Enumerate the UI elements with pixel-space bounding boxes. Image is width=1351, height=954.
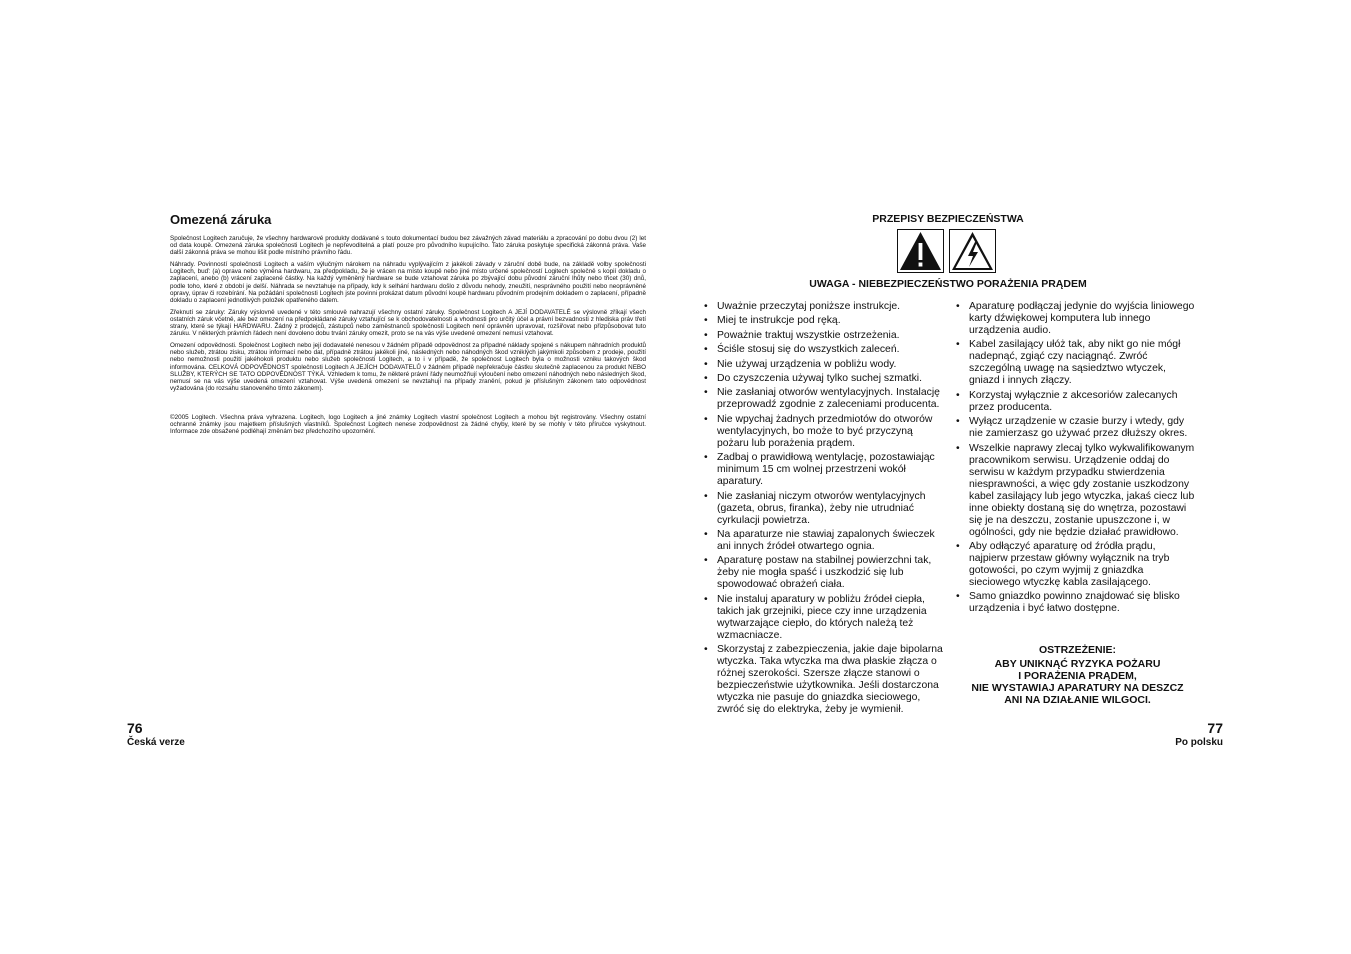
- safety-heading: PRZEPISY BEZPIECZEŃSTWA: [872, 213, 1024, 225]
- warning-line: ABY UNIKNĄĆ RYZYKA POŻARU: [994, 658, 1161, 670]
- remedies-paragraph: Náhrady. Povinností společnosti Logitech a vaším výlučným nárokem na náhradu vyplývajícím z jakékoli závady v záruční době bude, na základě volby společnosti Logitech, buď: (a) oprava nebo výměna hardwaru, za předpokladu, že je vrácen na místo koupě nebo jiné místo určené společností Logitech společně s kopií dokladu o zaplacení, anebo (b) vrácení zaplacené částky. Na každý vyměněný hardware se bude vztahovat záruka po zbývající dobu původní záruční lhůty nebo třicet (30) dnů, podle toho, které z období je delší. Náhrada se nevztahuje na případy, kdy k selhání hardwaru došlo z důvodu nehody, zneužití, nesprávného použití nebo neoprávněné opravy, úprav či rozebírání. Na požádání společnosti Logitech jste povinni prokázat datum původní koupě hardwaru původním prodejním dokladem o zaplacení, případně dokladu o zaplacení jednotlivých položek opatřeného datem.: [170, 261, 646, 304]
- page-number: 77: [1207, 720, 1223, 736]
- list-item: • Wszelkie naprawy zlecaj tylko wykwalifikowanym pracownikom serwisu. Urządzenie oddaj do serwisu w każdym przypadku stwierdzenia niesprawności, a więc gdy zostanie uszkodzony kabel zasilający lub jego wtyczka, jakaś ciecz lub inne obiekty dostaną się do wnętrza, pozostawi się je na deszczu, zostanie upuszczone i, w ogólności, gdy nie będzie działać prawidłowo.: [955, 443, 1197, 539]
- warning-line: I PORAŻENIA PRĄDEM,: [1018, 670, 1137, 682]
- safety-list-column-a: [703, 301, 945, 718]
- list-item: • Samo gniazdko powinno znajdować się blisko urządzenia i być łatwo dostępne.: [955, 591, 1197, 615]
- list-item: • Miej te instrukcje pod ręką.: [703, 315, 945, 327]
- list-item: • Do czyszczenia używaj tylko suchej szmatki.: [703, 373, 945, 385]
- list-item: • Korzystaj wyłącznie z akcesoriów zalecanych przez producenta.: [955, 390, 1197, 414]
- page-number: 76: [127, 720, 143, 736]
- list-item: • Na aparaturze nie stawiaj zapalonych świeczek ani innych źródeł otwartego ognia.: [703, 529, 945, 553]
- warning-heading: UWAGA - NIEBEZPIECZEŃSTWO PORAŻENIA PRĄDEM: [809, 278, 1087, 290]
- list-item: • Uważnie przeczytaj poniższe instrukcje.: [703, 301, 945, 313]
- warning-line: ANI NA DZIAŁANIE WILGOCI.: [1004, 694, 1151, 706]
- electric-shock-warning-icon: [949, 229, 996, 273]
- list-item: • Zadbaj o prawidłową wentylację, pozostawiając minimum 15 cm wolnej przestrzeni wokół aparatury.: [703, 452, 945, 488]
- list-item: • Nie używaj urządzenia w pobliżu wody.: [703, 359, 945, 371]
- language-label: Česká verze: [127, 737, 185, 748]
- list-item: • Aparaturę podłączaj jedynie do wyjścia liniowego karty dźwiękowej komputera lub innego urządzenia audio.: [955, 301, 1197, 337]
- warning-title: OSTRZEŻENIE:: [1038, 644, 1116, 656]
- fire-shock-warning: [955, 644, 1200, 706]
- left-folio: [127, 720, 185, 749]
- language-label: Po polsku: [1175, 737, 1223, 748]
- list-item: • Poważnie traktuj wszystkie ostrzeżenia.: [703, 330, 945, 342]
- right-folio: [1175, 720, 1223, 749]
- left-page: [170, 212, 646, 440]
- exclamation-warning-icon: [897, 229, 944, 273]
- list-item: • Skorzystaj z zabezpieczenia, jakie daje bipolarna wtyczka. Taka wtyczka ma dwa płaskie złącza o różnej szerokości. Szersze złącze stanowi o bezpieczeństwie użytkownika. Jeśli dostarczona wtyczka nie pasuje do gniazdka sieciowego, zwróć się do elektryka, żeby je wymienił.: [703, 644, 945, 716]
- liability-paragraph: Omezení odpovědnosti. Společnost Logitech nebo její dodavatelé nenesou v žádném případě odpovědnost za případné náklady spojené s nákupem náhradních produktů nebo služeb, ztrátou zisku, ztrátou informací nebo dat, případně ztrátou jakékoli jiné, následných nebo náhodných škod vzniklých jakýmkoli způsobem z prodeje, použití nebo nemožnosti použití jakéhokoli produktu nebo služeb společnosti Logitech, a to i v případě, že společnost Logitech byla o možnosti vzniku takových škod informována. CELKOVÁ ODPOVĚDNOST společnosti Logitech A JEJÍCH DODAVATELŮ v žádném případě nepřekračuje částku skutečně zaplacenou za produkt NEBO SLUŽBY, KTERÝCH SE TATO ODPOVĚDNOST TÝKÁ. Vzhledem k tomu, že některé právní řády neumožňují vyloučení nebo omezení náhodných nebo následných škod, nemusí se na vás výše uvedená omezení vztahovat. Výše uvedená omezení se nevztahují na případy zranění, pokud je příslušným zákonem tato odpovědnost vyžadována (do rozsahu stanoveného tímto zákonem).: [170, 342, 646, 392]
- list-item: • Kabel zasilający ułóż tak, aby nikt go nie mógł nadepnąć, zgiąć czy naciągnąć. Zwróć szczególną uwagę na sąsiedztwo wtyczek, gniazd i innych złączy.: [955, 339, 1197, 387]
- list-item: • Aby odłączyć aparaturę od źródła prądu, najpierw przestaw główny wyłącznik na tryb gotowości, po czym wyjmij z gniazdka sieciowego wtyczkę kabla zasilającego.: [955, 541, 1197, 589]
- list-item: • Nie wpychaj żadnych przedmiotów do otworów wentylacyjnych, bo może to być przyczyną pożaru lub porażenia prądem.: [703, 414, 945, 450]
- list-item: • Nie zasłaniaj otworów wentylacyjnych. Instalację przeprowadź zgodnie z zaleceniami producenta.: [703, 387, 945, 411]
- list-item: • Nie zasłaniaj niczym otworów wentylacyjnych (gazeta, obrus, firanka), żeby nie utrudniać cyrkulacji powietrza.: [703, 491, 945, 527]
- disclaimer-paragraph: Zřeknutí se záruky: Záruky výslovně uvedené v této smlouvě nahrazují všechny ostatní záruky. Společnost Logitech A JEJÍ DODAVATELÉ se výslovně zříkají všech ostatních záruk včetně, ale bez omezení na předpokládané záruky vztahující se k obchodovatelnosti a vhodnosti pro určitý účel a právní bezvadnosti z hlediska práv třetí strany, které se týkají HARDWARU. Žádný z prodejců, zástupců nebo zaměstnanců společnosti Logitech není oprávněn upravovat, rozšiřovat nebo přizpůsobovat tuto záruku. V některých právních řádech není dovoleno dobu trvání záruky omezit, proto se na vás výše uvedené omezení nemusí vztahovat.: [170, 308, 646, 338]
- list-item: • Nie instaluj aparatury w pobliżu źródeł ciepła, takich jak grzejniki, piece czy inne urządzenia wytwarzające ciepło, do których należą też wzmacniacze.: [703, 594, 945, 642]
- warranty-paragraph: Společnost Logitech zaručuje, že všechny hardwarové produkty dodávané s touto dokumentací budou bez závažných závad materiálu a zpracování po dobu dvou (2) let od data koupě. Omezená záruka společnosti Logitech je nepřevoditelná a platí pouze pro původního kupujícího. Tato záruka poskytuje specifická zákonná práva. Vaše další zákonná práva se mohou lišit podle místního právního řádu.: [170, 235, 646, 257]
- page-title: Omezená záruka: [170, 212, 272, 227]
- copyright-paragraph: ©2005 Logitech. Všechna práva vyhrazena. Logitech, logo Logitech a jiné známky Logitech vlastní společnost Logitech a mohou být registrovány. Všechny ostatní ochranné známky jsou majetkem příslušných vlastníků. Společnost Logitech nenese zodpovědnost za žádné chyby, které by se mohly v této příručce vyskytnout. Informace zde obsažené podléhají změnám bez předchozího upozornění.: [170, 413, 646, 436]
- list-item: • Aparaturę postaw na stabilnej powierzchni tak, żeby nie mogła spaść i uszkodzić się lub spowodować obrażeń ciała.: [703, 555, 945, 591]
- safety-list-column-b: [955, 301, 1197, 618]
- warning-icons: [897, 229, 996, 273]
- list-item: • Wyłącz urządzenie w czasie burzy i wtedy, gdy nie zamierzasz go używać przez dłuższy okres.: [955, 416, 1197, 440]
- warning-line: NIE WYSTAWIAJ APARATURY NA DESZCZ: [971, 682, 1184, 694]
- list-item: • Ściśle stosuj się do wszystkich zaleceń.: [703, 344, 945, 356]
